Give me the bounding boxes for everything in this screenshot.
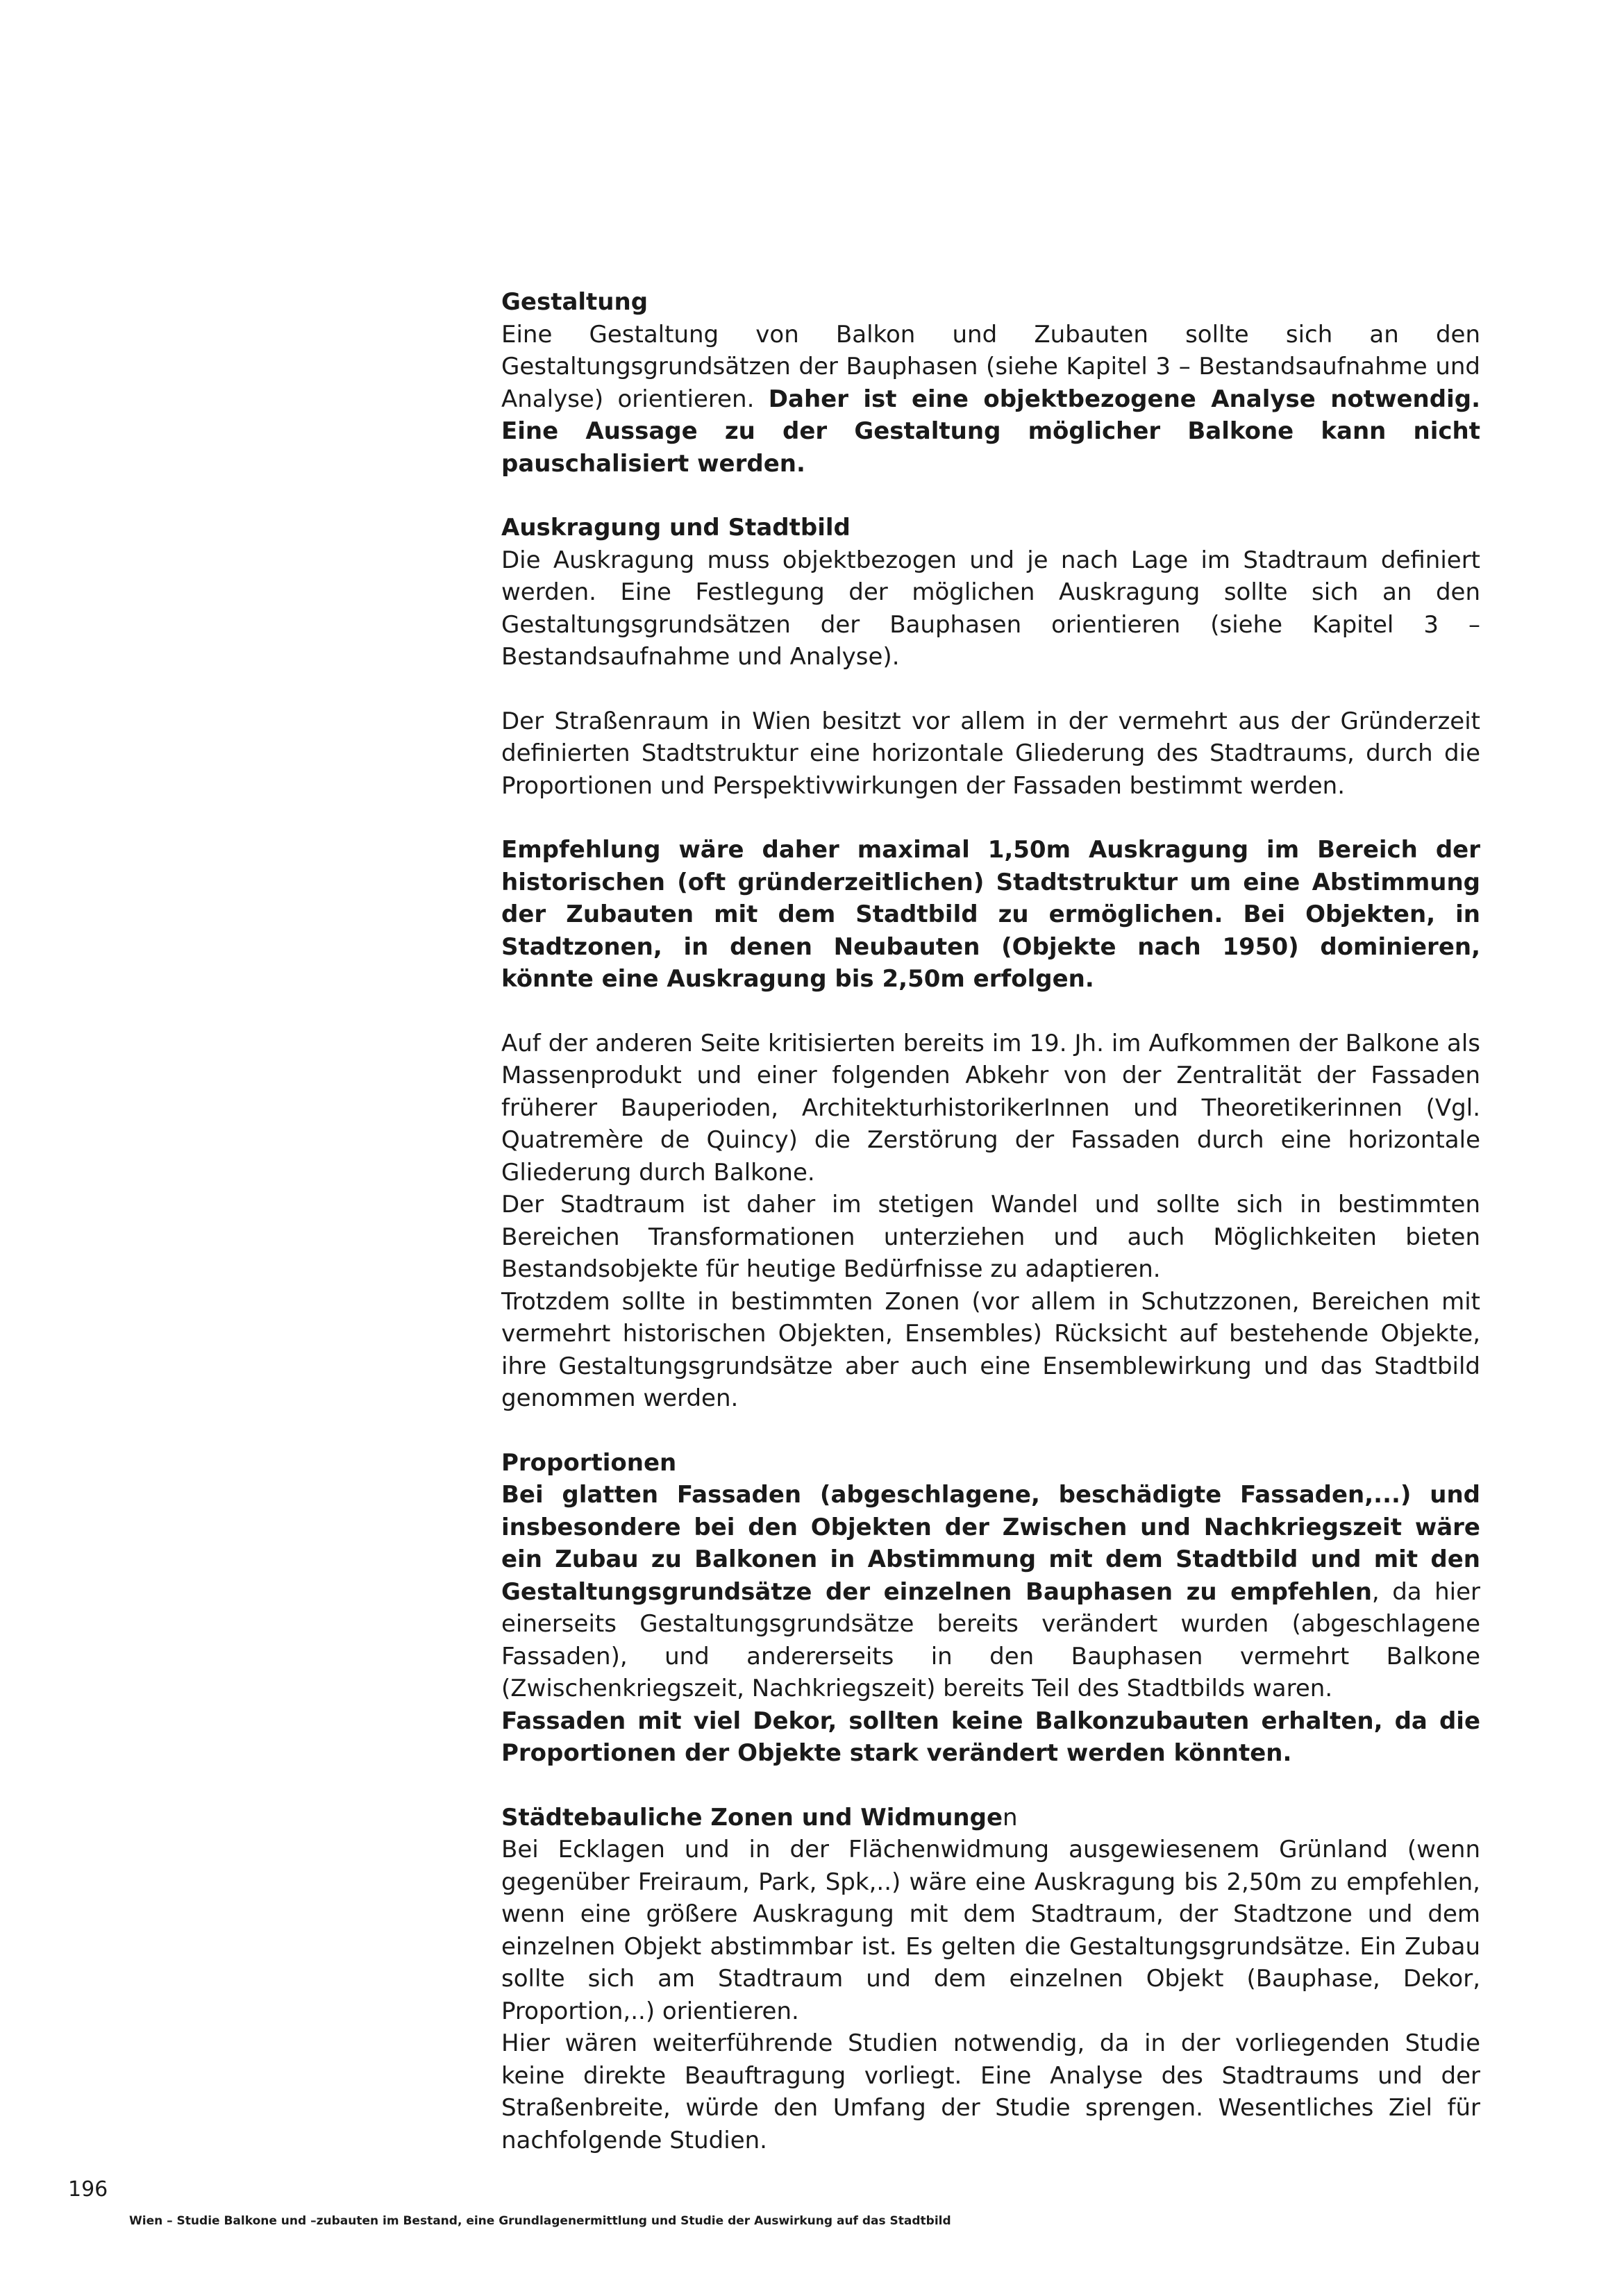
footer-title: Wien – Studie Balkone und –zubauten im Bestand, eine Grundlagenermittlung und Studie der Auswirkung auf das Stadtbild <box>129 2214 951 2228</box>
paragraph-zonen-1: Bei Ecklagen und in der Flächenwidmung ausgewiesenem Grünland (wenn gegenüber Freiraum, Park, Spk,..) wäre eine Auskragung bis 2,50m zu empfehlen, wenn eine größere Auskragung mit dem Stadtraum, der Stadtzone und dem einzelnen Objekt abstimmbar ist. Es gelten die Gestaltungsgrundsätze. Ein Zubau sollte sich am Stadtraum und dem einzelnen Objekt (Bauphase, Dekor, Proportion,..) orientieren. <box>501 1836 1480 2025</box>
paragraph-auskragung-1: Die Auskragung muss objektbezogen und je nach Lage im Stadtraum definiert werden. Eine Festlegung der möglichen Auskragung sollte sich an den Gestaltungsgrundsätzen der Bauphasen orientieren (siehe Kapitel 3 – Bestandsaufnahme und Analyse). <box>501 546 1480 671</box>
heading-proportionen: Proportionen <box>501 1448 677 1477</box>
paragraph-proportionen-1 <box>501 1479 1480 1705</box>
section-auskragung-empfehlung <box>501 834 1480 996</box>
section-auskragung-intro <box>501 512 1480 673</box>
heading-zonen-tail: n <box>1003 1803 1018 1832</box>
paragraph-auskragung-6: Trotzdem sollte in bestimmten Zonen (vor allem in Schutzzonen, Bereichen mit vermehrt historischen Objekten, Ensembles) Rücksicht auf bestehende Objekte, ihre Gestaltungsgrundsätze aber auch eine Ensemblewirkung und das Stadtbild genommen werden. <box>501 1287 1480 1412</box>
paragraph-proportionen-2: Fassaden mit viel Dekor, sollten keine Balkonzubauten erhalten, da die Proportionen der Objekte stark verändert werden könnten. <box>501 1707 1480 1767</box>
section-auskragung-strassenraum <box>501 705 1480 803</box>
text-normal: , da hier einerseits Gestaltungsgrundsätze bereits verändert wurden (abgeschlagene Fassaden), und andererseits in den Bauphasen vermehrt Balkone (Zwischenkriegszeit, Nachkriegszeit) bereits Teil des Stadtbilds waren. <box>501 1577 1480 1702</box>
heading-auskragung: Auskragung und Stadtbild <box>501 514 851 542</box>
text-bold: Daher ist eine objektbezogene Analyse notwendig. Eine Aussage zu der Gestaltung möglicher Balkone kann nicht pauschalisiert werden. <box>501 385 1480 478</box>
paragraph-zonen-2: Hier wären weiterführende Studien notwendig, da in der vorliegenden Studie keine direkte Beauftragung vorliegt. Eine Analyse des Stadtraums und der Straßenbreite, würde den Umfang der Studie sprengen. Wesentliches Ziel für nachfolgende Studien. <box>501 2029 1480 2154</box>
paragraph-auskragung-2: Der Straßenraum in Wien besitzt vor allem in der vermehrt aus der Gründerzeit definierten Stadtstruktur eine horizontale Gliederung des Stadtraums, durch die Proportionen und Perspektivwirkungen der Fassaden bestimmt werden. <box>501 707 1480 800</box>
paragraph-auskragung-5: Der Stadtraum ist daher im stetigen Wandel und sollte sich in bestimmten Bereichen Transformationen unterziehen und auch Möglichkeiten bieten Bestandsobjekte für heutige Bedürfnisse zu adaptieren. <box>501 1191 1480 1283</box>
text-normal: Eine Gestaltung von Balkon und Zubauten sollte sich an den Gestaltungsgrundsätzen der Bauphasen (siehe Kapitel 3 – Bestandsaufnahme und Analyse) orientieren. <box>501 320 1480 413</box>
section-auskragung-kritik <box>501 1028 1480 1415</box>
text-bold: Bei glatten Fassaden (abgeschlagene, beschädigte Fassaden,...) und insbesondere bei den Objekten der Zwischen und Nachkriegszeit wäre ein Zubau zu Balkonen in Abstimmung mit dem Stadtbild und mit den Gestaltungsgrundsätze der einzelnen Bauphasen zu empfehlen <box>501 1481 1480 1606</box>
section-proportionen <box>501 1447 1480 1770</box>
paragraph-auskragung-4: Auf der anderen Seite kritisierten bereits im 19. Jh. im Aufkommen der Balkone als Massenprodukt und einer folgenden Abkehr von der Zentralität der Fassaden früherer Bauperioden, ArchitekturhistorikerInnen und Theoretikerinnen (Vgl. Quatremère de Quincy) die Zerstörung der Fassaden durch eine horizontale Gliederung durch Balkone. <box>501 1029 1480 1187</box>
heading-zonen-bold: Städtebauliche Zonen und Widmunge <box>501 1803 1003 1832</box>
section-zonen <box>501 1802 1480 2157</box>
main-text-column <box>501 286 1480 2156</box>
page-number: 196 <box>68 2177 108 2202</box>
heading-zonen <box>501 1802 1480 1834</box>
section-gestaltung <box>501 286 1480 480</box>
heading-gestaltung: Gestaltung <box>501 288 648 316</box>
paragraph-auskragung-empfehlung: Empfehlung wäre daher maximal 1,50m Auskragung im Bereich der historischen (oft gründerzeitlichen) Stadtstruktur um eine Abstimmung der Zubauten mit dem Stadtbild zu ermöglichen. Bei Objekten, in Stadtzonen, in denen Neubauten (Objekte nach 1950) dominieren, könnte eine Auskragung bis 2,50m erfolgen. <box>501 836 1480 993</box>
paragraph-gestaltung <box>501 319 1480 480</box>
